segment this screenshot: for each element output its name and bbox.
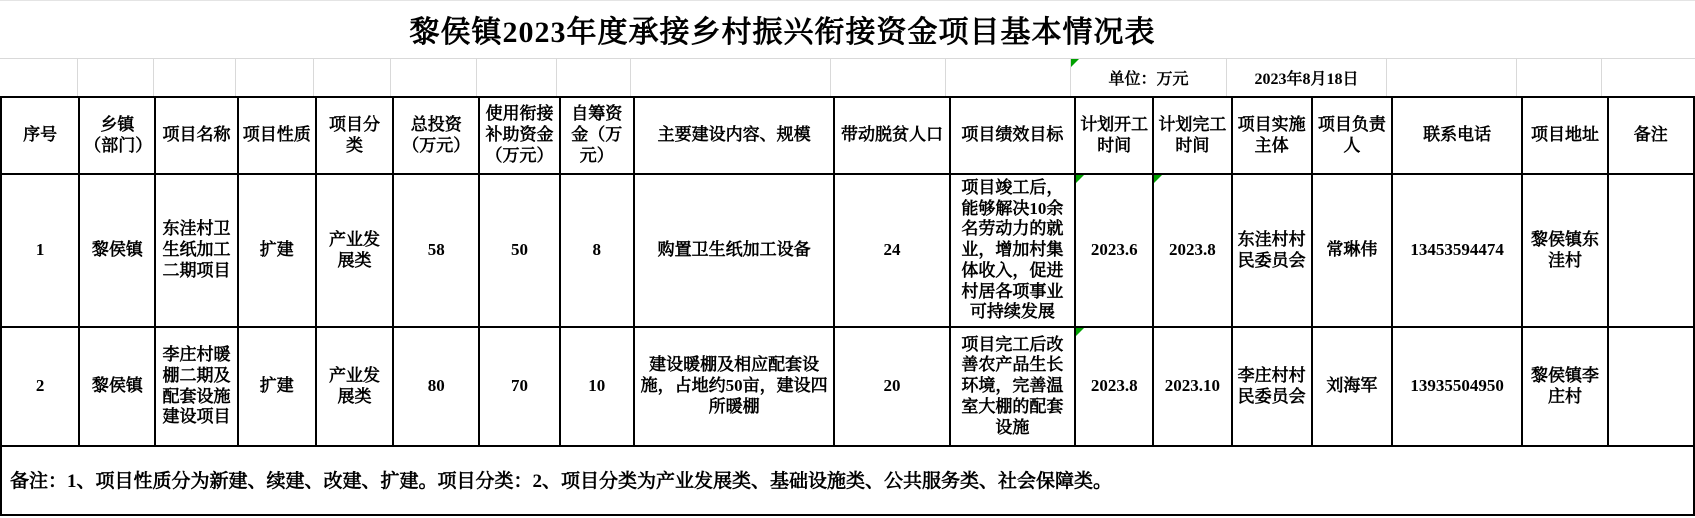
header-cell-subsidy[interactable]: 使用衔接补助资金（万元） (479, 97, 559, 174)
unit-row (0, 58, 1695, 96)
header-cell-address[interactable]: 项目地址 (1522, 97, 1607, 174)
unit-grid-cell (477, 59, 557, 96)
header-cell-nature[interactable]: 项目性质 (238, 97, 316, 174)
table-cell[interactable]: 70 (479, 327, 559, 446)
table-cell[interactable]: 2023.10 (1153, 327, 1231, 446)
table-header-row (1, 97, 1694, 174)
header-cell-leader[interactable]: 项目负责人 (1312, 97, 1392, 174)
header-cell-content[interactable]: 主要建设内容、规模 (634, 97, 835, 174)
unit-grid-cell (1602, 59, 1695, 96)
table-cell[interactable]: 黎侯镇李庄村 (1522, 327, 1607, 446)
header-cell-investment[interactable]: 总投资（万元） (393, 97, 479, 174)
unit-grid-cell (1517, 59, 1602, 96)
table-cell[interactable]: 10 (560, 327, 634, 446)
table-cell[interactable]: 2 (1, 327, 79, 446)
table-cell[interactable]: 13453594474 (1392, 174, 1522, 327)
table-cell[interactable]: 58 (393, 174, 479, 327)
unit-label: 单位：万元 (1108, 71, 1189, 88)
table-cell[interactable]: 项目竣工后，能够解决10余名劳动力的就业，增加村集体收入，促进村居各项事业可持续发展 (950, 174, 1075, 327)
table-cell[interactable] (1075, 174, 1153, 327)
header-cell-target[interactable]: 项目绩效目标 (950, 97, 1075, 174)
header-cell-finish[interactable]: 计划完工时间 (1153, 97, 1231, 174)
table-cell[interactable]: 黎侯镇东洼村 (1522, 174, 1607, 327)
table-cell[interactable] (1153, 174, 1231, 327)
comment-marker-icon (1076, 328, 1084, 336)
header-cell-entity[interactable]: 项目实施主体 (1232, 97, 1312, 174)
table-cell[interactable]: 黎侯镇 (79, 327, 155, 446)
projects-table-wrap (0, 96, 1695, 447)
table-cell[interactable]: 李庄村暖棚二期及配套设施建设项目 (155, 327, 237, 446)
unit-grid-cell (631, 59, 831, 96)
table-cell[interactable]: 80 (393, 327, 479, 446)
unit-grid-cell (154, 59, 236, 96)
unit-grid-cell (557, 59, 631, 96)
header-cell-phone[interactable]: 联系电话 (1392, 97, 1522, 174)
unit-grid-cell (78, 59, 154, 96)
header-cell-remark[interactable]: 备注 (1608, 97, 1694, 174)
unit-label-cell (1071, 59, 1227, 96)
table-cell[interactable] (1608, 174, 1694, 327)
footnote-row (0, 445, 1695, 516)
table-cell[interactable] (1608, 327, 1694, 446)
table-cell[interactable]: 24 (834, 174, 949, 327)
unit-grid-cell (831, 59, 946, 96)
header-cell-name[interactable]: 项目名称 (155, 97, 237, 174)
page-title: 黎侯镇2023年度承接乡村振兴衔接资金项目基本情况表 (409, 16, 1156, 49)
table-cell[interactable]: 扩建 (238, 327, 316, 446)
table-cell[interactable]: 刘海军 (1312, 327, 1392, 446)
cell-text: 2023.6 (1090, 240, 1138, 260)
table-cell[interactable]: 产业发展类 (316, 327, 393, 446)
table-row (1, 327, 1694, 446)
report-date-cell (1227, 59, 1387, 96)
unit-grid-cell (946, 59, 1071, 96)
header-cell-township[interactable]: 乡镇（部门） (79, 97, 155, 174)
header-cell-population[interactable]: 带动脱贫人口 (834, 97, 949, 174)
unit-grid-cell (391, 59, 477, 96)
table-cell[interactable]: 扩建 (238, 174, 316, 327)
header-cell-start[interactable]: 计划开工时间 (1075, 97, 1153, 174)
table-cell[interactable]: 20 (834, 327, 949, 446)
table-cell[interactable]: 13935504950 (1392, 327, 1522, 446)
table-row (1, 174, 1694, 327)
unit-grid-cell (0, 59, 78, 96)
table-cell[interactable]: 常琳伟 (1312, 174, 1392, 327)
report-date: 2023年8月18日 (1254, 71, 1359, 88)
table-cell[interactable]: 东洼村卫生纸加工二期项目 (155, 174, 237, 327)
header-cell-seq[interactable]: 序号 (1, 97, 79, 174)
cell-text: 2023.8 (1169, 240, 1216, 260)
table-cell[interactable]: 购置卫生纸加工设备 (634, 174, 835, 327)
table-cell[interactable]: 建设暖棚及相应配套设施，占地约50亩，建设四所暖棚 (634, 327, 835, 446)
unit-grid-cell (1387, 59, 1517, 96)
table-cell[interactable]: 黎侯镇 (79, 174, 155, 327)
footnote-text: 备注：1、项目性质分为新建、续建、改建、扩建。项目分类：2、项目分类为产业发展类、基础设施类、公共服务类、社会保障类。 (10, 471, 1113, 492)
projects-table (0, 96, 1695, 447)
comment-marker-icon (1076, 175, 1084, 183)
comment-marker-icon (1071, 59, 1079, 67)
cell-text: 2023.8 (1090, 376, 1138, 396)
table-cell[interactable]: 1 (1, 174, 79, 327)
table-cell[interactable] (1075, 327, 1153, 446)
header-cell-selffund[interactable]: 自筹资金（万元） (560, 97, 634, 174)
table-cell[interactable]: 8 (560, 174, 634, 327)
table-cell[interactable]: 项目完工后改善农产品生长环境，完善温室大棚的配套设施 (950, 327, 1075, 446)
unit-grid-cell (314, 59, 391, 96)
header-cell-category[interactable]: 项目分类 (316, 97, 393, 174)
table-cell[interactable]: 李庄村村民委员会 (1232, 327, 1312, 446)
comment-marker-icon (1154, 175, 1162, 183)
unit-grid-cell (236, 59, 314, 96)
table-cell[interactable]: 产业发展类 (316, 174, 393, 327)
table-cell[interactable]: 东洼村村民委员会 (1232, 174, 1312, 327)
table-cell[interactable]: 50 (479, 174, 559, 327)
